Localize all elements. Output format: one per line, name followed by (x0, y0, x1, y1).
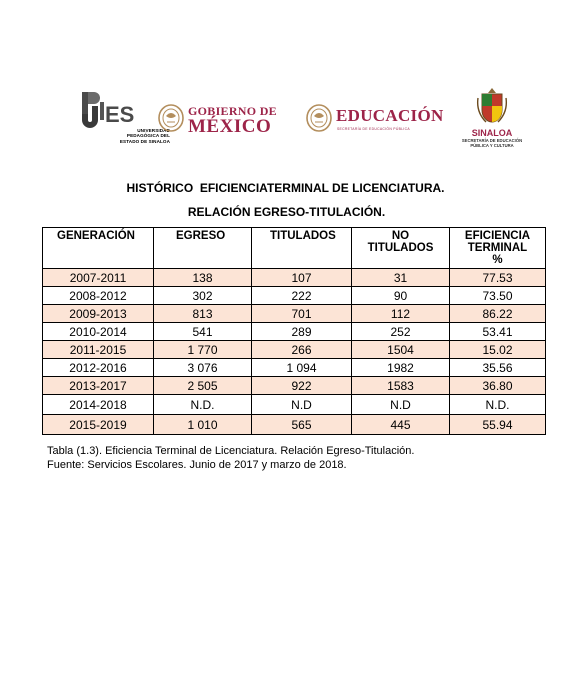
cell-titulados: 1 094 (252, 359, 352, 377)
header-eficiencia-terminal: EFICIENCIA TERMINAL % (450, 228, 546, 269)
sinaloa-subtitle-line: SECRETARÍA DE EDUCACIÓN (461, 138, 523, 143)
cell-egreso: 3 076 (154, 359, 252, 377)
sinaloa-logo (462, 88, 522, 156)
cell-eficiencia: 35.56 (450, 359, 546, 377)
sinaloa-subtitle (456, 138, 528, 148)
cell-generacion: 2010-2014 (43, 323, 154, 341)
cell-egreso: 138 (154, 269, 252, 287)
table-row (43, 359, 546, 377)
upes-caption-line: PEDAGÓGICA DEL (126, 133, 170, 139)
cell-egreso: 1 010 (154, 415, 252, 435)
cell-no-titulados: 1982 (352, 359, 450, 377)
table-caption: Tabla (1.3). Eficiencia Terminal de Licenciatura. Relación Egreso-Titulación. (47, 445, 415, 457)
cell-generacion: 2015-2019 (43, 415, 154, 435)
cell-egreso: 302 (154, 287, 252, 305)
table-source: Fuente: Servicios Escolares. Junio de 2017 y marzo de 2018. (47, 459, 347, 471)
cell-no-titulados: 31 (352, 269, 450, 287)
cell-titulados: 107 (252, 269, 352, 287)
table-row (43, 377, 546, 395)
educacion-line2: SECRETARÍA DE EDUCACIÓN PÚBLICA (337, 127, 410, 131)
cell-no-titulados: 252 (352, 323, 450, 341)
cell-no-titulados: 112 (352, 305, 450, 323)
cell-generacion: 2007-2011 (43, 269, 154, 287)
upes-mark-icon (78, 92, 170, 128)
cell-generacion: 2008-2012 (43, 287, 154, 305)
gobierno-de-mexico-logo (158, 102, 278, 136)
cell-eficiencia: 73.50 (450, 287, 546, 305)
sinaloa-shield-icon (476, 88, 508, 128)
cell-eficiencia: N.D. (450, 395, 546, 415)
cell-generacion: 2009-2013 (43, 305, 154, 323)
cell-generacion: 2014-2018 (43, 395, 154, 415)
header-egreso: EGRESO (154, 228, 252, 269)
cell-no-titulados: N.D (352, 395, 450, 415)
table-row (43, 341, 546, 359)
cell-egreso: 1 770 (154, 341, 252, 359)
cell-egreso: 2 505 (154, 377, 252, 395)
cell-titulados: 266 (252, 341, 352, 359)
sinaloa-subtitle-line: PÚBLICA Y CULTURA (470, 143, 514, 148)
cell-egreso: 541 (154, 323, 252, 341)
cell-eficiencia: 15.02 (450, 341, 546, 359)
header-no-titulados: NO TITULADOS (352, 228, 450, 269)
upes-caption (78, 128, 170, 144)
cell-no-titulados: 1504 (352, 341, 450, 359)
eagle-seal-icon (158, 104, 184, 132)
sinaloa-name: SINALOA (471, 128, 513, 138)
cell-no-titulados: 90 (352, 287, 450, 305)
cell-titulados: 701 (252, 305, 352, 323)
cell-titulados: 565 (252, 415, 352, 435)
table-body (43, 269, 546, 435)
efficiency-table (42, 227, 546, 435)
svg-text:ES: ES (105, 102, 135, 127)
logo-header (0, 88, 587, 158)
cell-eficiencia: 77.53 (450, 269, 546, 287)
table-row (43, 395, 546, 415)
table-row (43, 323, 546, 341)
table-subtitle: RELACIÓN EGRESO-TITULACIÓN. (187, 205, 386, 219)
cell-eficiencia: 86.22 (450, 305, 546, 323)
educacion-line1: EDUCACIÓN (336, 106, 444, 125)
cell-titulados: N.D (252, 395, 352, 415)
table-row (43, 305, 546, 323)
table-header-row (43, 228, 546, 269)
cell-titulados: 922 (252, 377, 352, 395)
cell-egreso: N.D. (154, 395, 252, 415)
gobierno-line2: MÉXICO (188, 116, 272, 137)
gobierno-line1: GOBIERNO DE (188, 104, 277, 118)
cell-egreso: 813 (154, 305, 252, 323)
cell-generacion: 2011-2015 (43, 341, 154, 359)
cell-no-titulados: 1583 (352, 377, 450, 395)
cell-no-titulados: 445 (352, 415, 450, 435)
table-row (43, 269, 546, 287)
cell-generacion: 2013-2017 (43, 377, 154, 395)
table-title: HISTÓRICO EFICIENCIATERMINAL DE LICENCIATURA. (126, 181, 445, 195)
eagle-seal-icon (306, 104, 332, 132)
cell-eficiencia: 55.94 (450, 415, 546, 435)
table-row (43, 415, 546, 435)
cell-eficiencia: 36.80 (450, 377, 546, 395)
header-titulados: TITULADOS (252, 228, 352, 269)
upes-caption-line: ESTADO DE SINALOA (119, 138, 170, 144)
table-row (43, 287, 546, 305)
cell-eficiencia: 53.41 (450, 323, 546, 341)
educacion-logo (306, 102, 444, 136)
upes-logo (78, 92, 170, 152)
cell-generacion: 2012-2016 (43, 359, 154, 377)
header-generacion: GENERACIÓN (43, 228, 154, 269)
cell-titulados: 222 (252, 287, 352, 305)
upes-caption-line: UNIVERSIDAD (137, 128, 170, 133)
cell-titulados: 289 (252, 323, 352, 341)
